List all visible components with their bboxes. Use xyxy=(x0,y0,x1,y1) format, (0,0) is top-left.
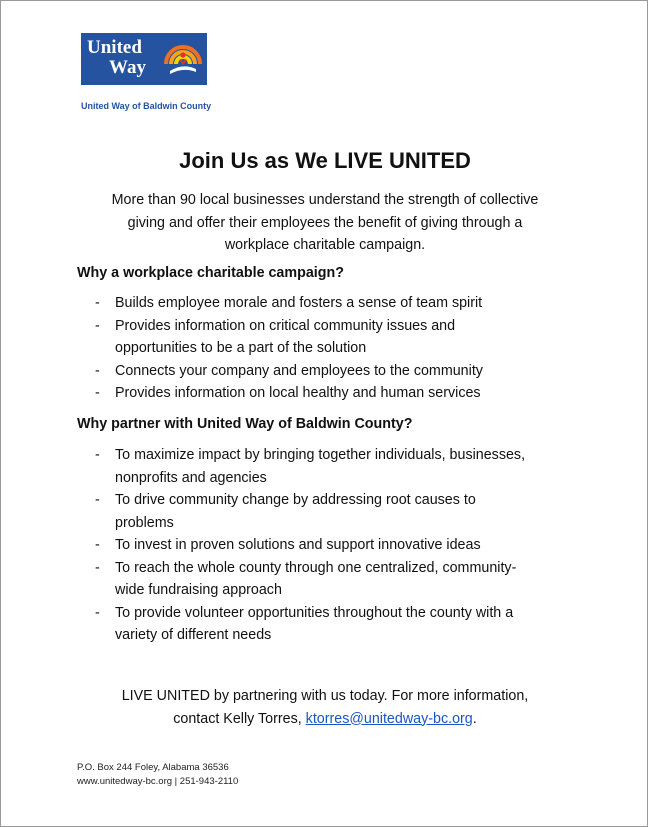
logo-line-2: Way xyxy=(109,57,146,78)
dash-bullet: - xyxy=(95,604,100,621)
list-item: - To maximize impact by bringing together individuals, businesses, nonprofits and agencies xyxy=(1,444,601,489)
org-name: United Way of Baldwin County xyxy=(81,101,212,111)
dash-bullet: - xyxy=(95,295,100,311)
intro-paragraph xyxy=(71,189,579,257)
workplace-benefits-list xyxy=(1,292,601,405)
list-item: - To reach the whole county through one centralized, community- wide fundraising approach xyxy=(1,557,601,602)
dash-bullet: - xyxy=(95,447,100,463)
footer-contact xyxy=(77,761,238,789)
dash-bullet: - xyxy=(95,559,100,576)
section-heading-workplace-campaign: Why a workplace charitable campaign? xyxy=(77,265,344,281)
logo-wordmark xyxy=(87,38,146,78)
closing-line: LIVE UNITED by partnering with us today. For more information, xyxy=(121,688,529,704)
footer-address: P.O. Box 244 Foley, Alabama 36536 xyxy=(77,762,229,773)
section-heading-partner: Why partner with United Way of Baldwin County? xyxy=(77,416,413,432)
closing-line: contact Kelly Torres, ktorres@unitedway-bc.org. xyxy=(173,710,477,727)
closing-paragraph xyxy=(1,685,648,730)
list-item: - Connects your company and employees to the community xyxy=(1,360,601,383)
page-title: Join Us as We LIVE UNITED xyxy=(179,148,471,173)
list-item: - To invest in proven solutions and support innovative ideas xyxy=(1,534,601,557)
dash-bullet: - xyxy=(95,317,100,334)
intro-line: workplace charitable campaign. xyxy=(224,237,426,253)
dash-bullet: - xyxy=(95,362,100,379)
dash-bullet: - xyxy=(95,492,100,508)
rainbow-hand-icon xyxy=(162,38,204,80)
list-item: - To drive community change by addressing root causes to problems xyxy=(1,489,601,534)
list-item: - To provide volunteer opportunities throughout the county with a variety of different needs xyxy=(1,602,601,647)
list-item: - Builds employee morale and fosters a sense of team spirit xyxy=(1,292,601,315)
list-item: - Provides information on critical community issues and opportunities to be a part of the solution xyxy=(1,315,601,360)
list-item: - Provides information on local healthy and human services xyxy=(1,382,601,405)
intro-line: More than 90 local businesses understand the strength of collective xyxy=(111,192,539,208)
logo-line-1: United xyxy=(87,37,142,58)
intro-line: giving and offer their employees the benefit of giving through a xyxy=(127,214,523,231)
footer-web-phone: www.unitedway-bc.org | 251-943-2110 xyxy=(77,776,239,787)
contact-email-link[interactable]: ktorres@unitedway-bc.org xyxy=(305,710,473,727)
dash-bullet: - xyxy=(95,537,100,553)
dash-bullet: - xyxy=(95,385,100,401)
partner-reasons-list xyxy=(1,444,601,647)
